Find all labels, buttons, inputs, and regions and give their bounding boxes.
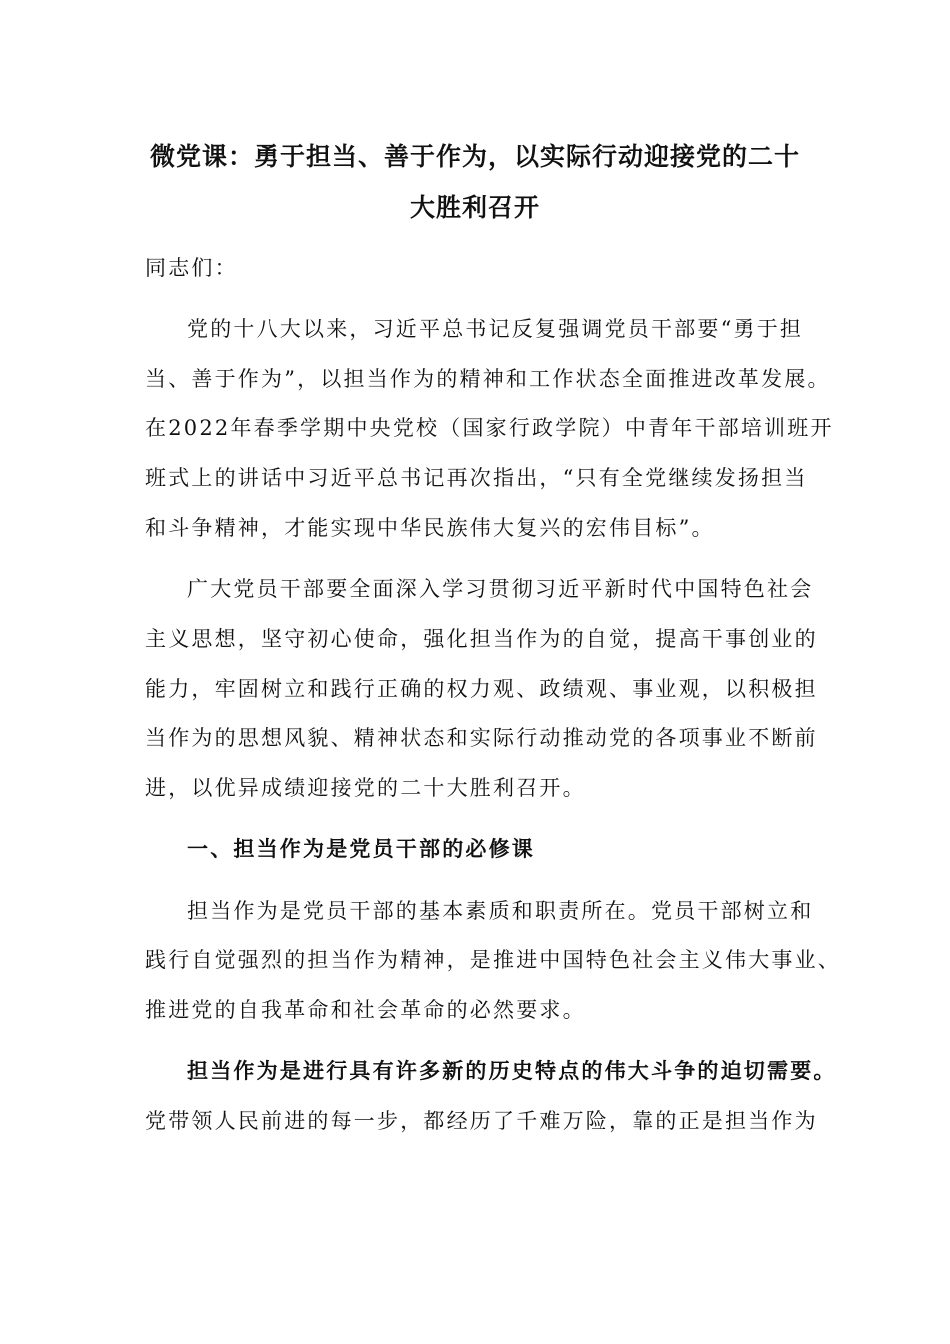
paragraph-1-line: 党的十八大以来，习近平总书记反复强调党员干部要“勇于担 (187, 317, 804, 341)
paragraph-2-line: 主义思想，坚守初心使命，强化担当作为的自觉，提高干事创业的 (145, 627, 818, 651)
section-1-heading: 一、担当作为是党员干部的必修课 (187, 836, 535, 861)
paragraph-2-line: 进，以优异成绩迎接党的二十大胜利召开。 (145, 776, 586, 800)
paragraph-1-line: 班式上的讲话中习近平总书记再次指出，“只有全党继续发扬担当 (145, 466, 808, 490)
paragraph-1-line: 当、善于作为”，以担当作为的精神和工作状态全面推进改革发展。 (145, 367, 831, 391)
paragraph-1-line: 在2022年春季学期中央党校（国家行政学院）中青年干部培训班开 (145, 416, 834, 440)
paragraph-3-line: 践行自觉强烈的担当作为精神，是推进中国特色社会主义伟大事业、 (145, 948, 841, 972)
document-title-line-1: 微党课：勇于担当、善于作为，以实际行动迎接党的二十 (149, 142, 800, 171)
paragraph-2-line: 广大党员干部要全面深入学习贯彻习近平新时代中国特色社会 (187, 577, 814, 601)
paragraph-2-line: 当作为的思想风貌、精神状态和实际行动推动党的各项事业不断前 (145, 726, 818, 750)
paragraph-4-lead: 担当作为是进行具有许多新的历史特点的伟大斗争的迫切需要。 (187, 1058, 837, 1083)
paragraph-3-line: 推进党的自我革命和社会革命的必然要求。 (145, 998, 586, 1022)
paragraph-4-line: 党带领人民前进的每一步，都经历了千难万险，靠的正是担当作为 (145, 1109, 818, 1133)
paragraph-3-line: 担当作为是党员干部的基本素质和职责所在。党员干部树立和 (187, 899, 814, 923)
paragraph-2-line: 能力，牢固树立和践行正确的权力观、政绩观、事业观，以积极担 (145, 677, 818, 701)
paragraph-1-line: 和斗争精神，才能实现中华民族伟大复兴的宏伟目标”。 (145, 516, 715, 540)
salutation: 同志们： (145, 256, 238, 280)
document-title-line-2: 大胜利召开 (409, 193, 540, 222)
